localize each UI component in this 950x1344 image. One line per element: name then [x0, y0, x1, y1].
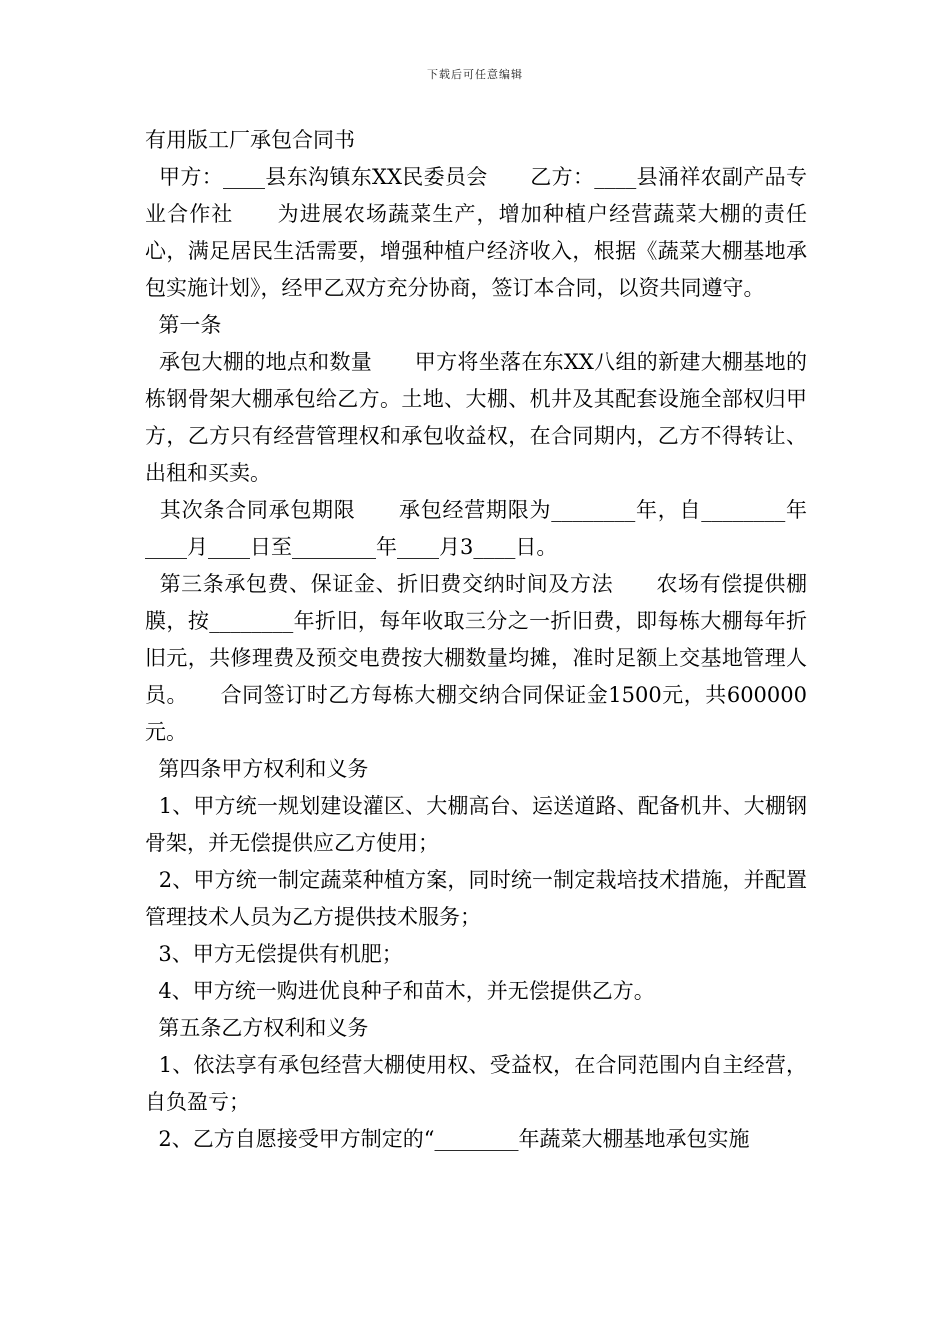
- paragraph-article-4-heading: 第四条甲方权利和义务: [145, 757, 369, 781]
- paragraph-article-4-item-2: 2、甲方统一制定蔬菜种植方案，同时统一制定栽培技术措施，并配置管理技术人员为乙方提供技术服务；: [145, 868, 807, 929]
- paragraph-article-4-item-1: 1、甲方统一规划建设灌区、大棚高台、运送道路、配备机井、大棚钢骨架，并无偿提供应乙方使用；: [145, 794, 807, 855]
- paragraph-parties-preamble: 甲方：____县东沟镇东XX民委员会 乙方：____县涌祥农副产品专业合作社 为进展农场蔬菜生产，增加种植户经营蔬菜大棚的责任心，满足居民生活需要，增强种植户经济收入，根据《蔬菜大棚基地承包实施计划》，经甲乙双方充分协商，签订本合同，以资共同遵守。: [145, 165, 807, 300]
- paragraph-article-2: 其次条合同承包期限 承包经营期限为________年，自________年____月____日至________年____月3____日。: [145, 498, 807, 559]
- paragraph-article-1-heading: 第一条: [145, 313, 222, 337]
- paragraph-article-5-item-2: 2、乙方自愿接受甲方制定的“________年蔬菜大棚基地承包实施: [145, 1127, 750, 1151]
- document-body: [145, 122, 807, 1158]
- paragraph-article-1-body: 承包大棚的地点和数量 甲方将坐落在东XX八组的新建大棚基地的栋钢骨架大棚承包给乙方。土地、大棚、机井及其配套设施全部权归甲方，乙方只有经营管理权和承包收益权，在合同期内，乙方不得转让、出租和买卖。: [145, 350, 807, 485]
- paragraph-article-4-item-3: 3、甲方无偿提供有机肥；: [145, 942, 403, 966]
- document-title: 有用版工厂承包合同书: [145, 128, 355, 152]
- paragraph-article-4-item-4: 4、甲方统一购进优良种子和苗木，并无偿提供乙方。: [145, 979, 655, 1003]
- paragraph-article-5-heading: 第五条乙方权利和义务: [145, 1016, 369, 1040]
- page-header: 下载后可任意编辑: [427, 68, 523, 81]
- paragraph-article-3: 第三条承包费、保证金、折旧费交纳时间及方法 农场有偿提供棚膜，按________年折旧，每年收取三分之一折旧费，即每栋大棚每年折旧元，共修理费及预交电费按大棚数量均摊，准时足额上交基地管理人员。 合同签订时乙方每栋大棚交纳合同保证金1500元，共600000元。: [145, 572, 807, 744]
- paragraph-article-5-item-1: 1、依法享有承包经营大棚使用权、受益权，在合同范围内自主经营，自负盈亏；: [145, 1053, 807, 1114]
